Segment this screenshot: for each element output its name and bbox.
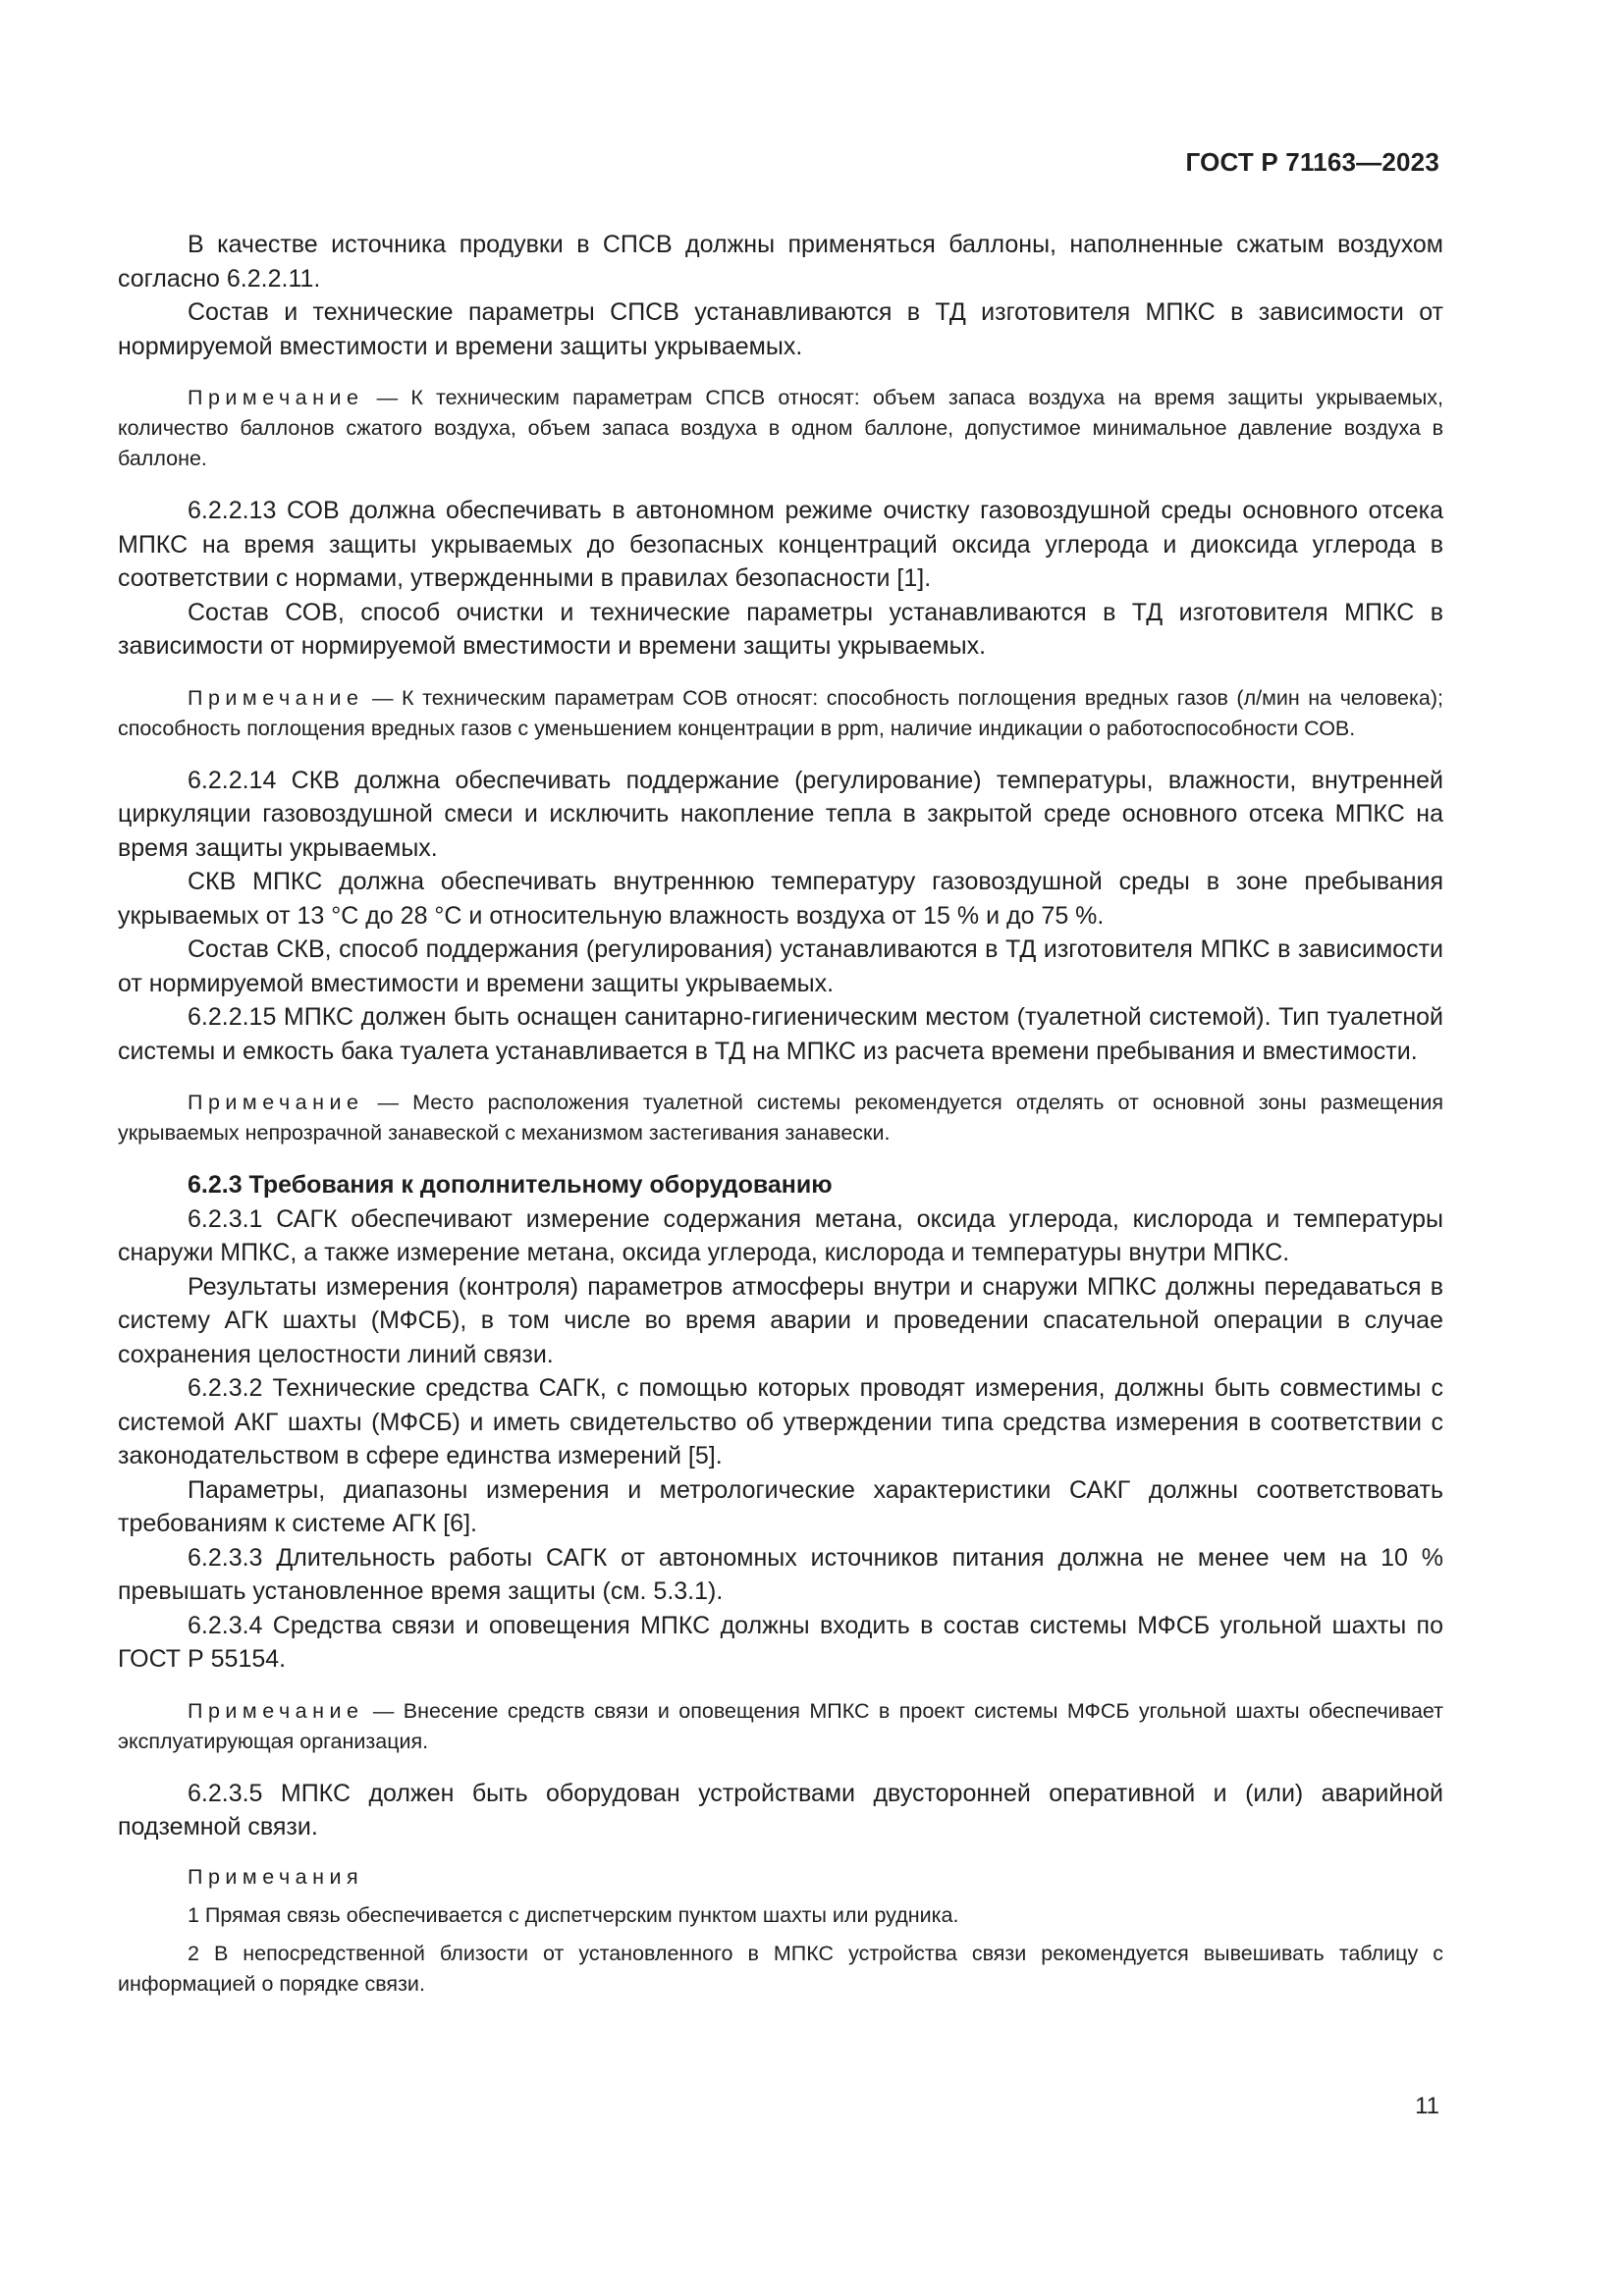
- paragraph: СКВ МПКС должна обеспечивать внутреннюю температуру газовоздушной среды в зоне пребывания укрываемых от 13 °С до 28 °С и относительную влажность воздуха от 15 % и до 75 %.: [118, 868, 1443, 930]
- document-header-id: ГОСТ Р 71163—2023: [1185, 147, 1439, 177]
- note-text: — Место расположения туалетной системы рекомендуется отделять от основной зоны размещения укрываемых непрозрачной занавеской с механизмом застегивания занавески.: [118, 1091, 1443, 1145]
- note-text: — К техническим параметрам СПСВ относят: объем запаса воздуха на время защиты укрываемых, количество баллонов сжатого воздуха, объем запаса воздуха в одном баллоне, допустимое минимальное давление воздуха в баллоне.: [118, 386, 1443, 470]
- paragraph: Состав и технические параметры СПСВ устанавливаются в ТД изготовителя МПКС в зависимости от нормируемой вместимости и времени защиты укрываемых.: [118, 298, 1443, 360]
- paragraph: Состав СОВ, способ очистки и технические параметры устанавливаются в ТД изготовителя МПКС в зависимости от нормируемой вместимости и времени защиты укрываемых.: [118, 598, 1443, 660]
- paragraph: 6.2.3.1 САГК обеспечивают измерение содержания метана, оксида углерода, кислорода и температуры снаружи МПКС, а также измерение метана, оксида углерода, кислорода и температуры внутри МПКС.: [118, 1204, 1443, 1266]
- note: [118, 383, 1443, 474]
- notes-item: 2 В непосредственной близости от установленного в МПКС устройства связи рекомендуется вывешивать таблицу с информацией о порядке связи.: [118, 1941, 1443, 1996]
- paragraph: Параметры, диапазоны измерения и метрологические характеристики САКГ должны соответствовать требованиям к системе АГК [6].: [118, 1475, 1443, 1537]
- note: [118, 1088, 1443, 1148]
- paragraph: 6.2.2.13 СОВ должна обеспечивать в автономном режиме очистку газовоздушной среды основного отсека МПКС на время защиты укрываемых до безопасных концентраций оксида углерода и диоксида углерода в соответствии с нормами, утвержденными в правилах безопасности [1].: [118, 497, 1443, 592]
- paragraph: 6.2.2.15 МПКС должен быть оснащен санитарно-гигиеническим местом (туалетной системой). Тип туалетной системы и емкость бака туалета устанавливается в ТД на МПКС из расчета времени пребывания и вместимости.: [118, 1003, 1443, 1065]
- paragraph: 6.2.3.5 МПКС должен быть оборудован устройствами двусторонней оперативной и (или) аварийной подземной связи.: [118, 1779, 1443, 1841]
- document-body: [118, 228, 1443, 2007]
- note: [118, 1696, 1443, 1757]
- paragraph: 6.2.3.2 Технические средства САГК, с помощью которых проводят измерения, должны быть совместимы с системой АКГ шахты (МФСБ) и иметь свидетельство об утверждении типа средства измерения в соответствии с законодательством в сфере единства измерений [5].: [118, 1374, 1443, 1469]
- note-label: Примечание: [188, 1091, 364, 1114]
- paragraph: 6.2.3.3 Длительность работы САГК от автономных источников питания должна не менее чем на 10 % превышать установленное время защиты (см. 5.3.1).: [118, 1543, 1443, 1605]
- notes-title: Примечания: [188, 1864, 364, 1889]
- note-text: — К техническим параметрам СОВ относят: способность поглощения вредных газов (л/мин на человека); способность поглощения вредных газов с уменьшением концентрации в ppm, наличие индикации о работоспособности СОВ.: [118, 685, 1443, 740]
- page-number: 11: [1415, 2093, 1439, 2119]
- paragraph: 6.2.2.14 СКВ должна обеспечивать поддержание (регулирование) температуры, влажности, внутренней циркуляции газовоздушной смеси и исключить накопление тепла в закрытой среде основного отсека МПКС на время защиты укрываемых.: [118, 766, 1443, 862]
- paragraph: Состав СКВ, способ поддержания (регулирования) устанавливаются в ТД изготовителя МПКС в зависимости от нормируемой вместимости и времени защиты укрываемых.: [118, 935, 1443, 997]
- paragraph: Результаты измерения (контроля) параметров атмосферы внутри и снаружи МПКС должны передаваться в систему АГК шахты (МФСБ), в том числе во время аварии и проведении спасательной операции в случае сохранения целостности линий связи.: [118, 1272, 1443, 1368]
- note-label: Примечание: [188, 1698, 364, 1723]
- section-heading: 6.2.3 Требования к дополнительному оборудованию: [188, 1171, 833, 1199]
- paragraph: В качестве источника продувки в СПСВ должны применяться баллоны, наполненные сжатым воздухом согласно 6.2.2.11.: [118, 231, 1443, 293]
- note: [118, 683, 1443, 744]
- note-label: Примечание: [188, 386, 364, 409]
- note-text: — Внесение средств связи и оповещения МПКС в проект системы МФСБ угольной шахты обеспечивает эксплуатирующая организация.: [118, 1698, 1443, 1753]
- notes-item: 1 Прямая связь обеспечивается с диспетчерским пунктом шахты или рудника.: [188, 1902, 959, 1927]
- paragraph: 6.2.3.4 Средства связи и оповещения МПКС должны входить в состав системы МФСБ угольной шахты по ГОСТ Р 55154.: [118, 1611, 1443, 1673]
- note-label: Примечание: [188, 685, 364, 710]
